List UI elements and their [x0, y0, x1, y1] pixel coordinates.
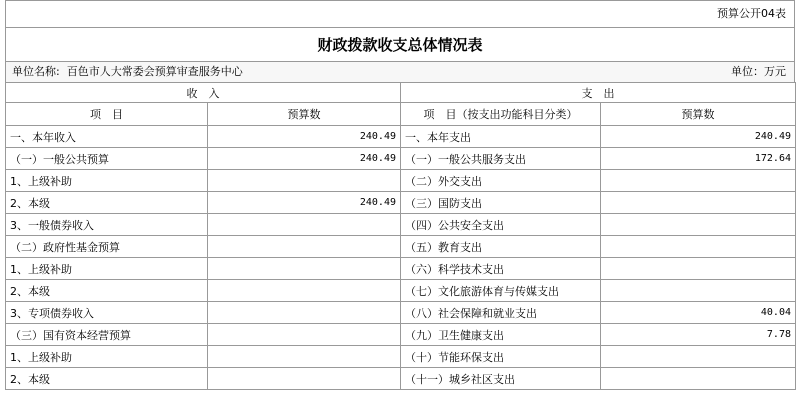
income-item-cell: 3、专项债券收入 — [6, 302, 208, 324]
income-item-cell: （三）国有资本经营预算 — [6, 324, 208, 346]
income-item-cell: 1、上级补助 — [6, 346, 208, 368]
table-row — [6, 368, 796, 390]
unit-label: 单位名称: — [12, 65, 60, 78]
form-code: 预算公开04表 — [5, 0, 795, 27]
table-row — [6, 170, 796, 192]
expense-value-cell — [601, 280, 796, 302]
income-item-cell: 1、上级补助 — [6, 258, 208, 280]
expense-item-cell: （三）国防支出 — [401, 192, 601, 214]
expense-item-cell: 一、本年支出 — [401, 126, 601, 148]
income-item-cell: 2、本级 — [6, 192, 208, 214]
expense-value-cell — [601, 258, 796, 280]
expense-value-cell: 172.64 — [601, 148, 796, 170]
table-row — [6, 280, 796, 302]
income-value-cell — [208, 280, 401, 302]
expense-value-cell — [601, 346, 796, 368]
income-item-cell: （二）政府性基金预算 — [6, 236, 208, 258]
table-row — [6, 346, 796, 368]
expense-value-cell — [601, 192, 796, 214]
income-item-cell: （一）一般公共预算 — [6, 148, 208, 170]
income-value-cell: 240.49 — [208, 192, 401, 214]
expense-item-cell: （二）外交支出 — [401, 170, 601, 192]
income-item-cell: 2、本级 — [6, 368, 208, 390]
expense-item-cell: （十一）城乡社区支出 — [401, 368, 601, 390]
income-value-cell — [208, 368, 401, 390]
table-row — [6, 214, 796, 236]
expense-value-cell: 7.78 — [601, 324, 796, 346]
expense-value-cell — [601, 214, 796, 236]
page-title: 财政拨款收支总体情况表 — [5, 27, 795, 61]
column-header-row — [6, 103, 796, 126]
income-value-cell: 240.49 — [208, 126, 401, 148]
table-row — [6, 258, 796, 280]
income-item-cell: 1、上级补助 — [6, 170, 208, 192]
expense-budget-header: 预算数 — [601, 103, 796, 126]
income-value-cell — [208, 258, 401, 280]
income-value-cell — [208, 170, 401, 192]
table-row — [6, 236, 796, 258]
expense-value-cell — [601, 368, 796, 390]
expense-item-cell: （八）社会保障和就业支出 — [401, 302, 601, 324]
expense-item-header: 项 目（按支出功能科目分类） — [401, 103, 601, 126]
budget-table — [5, 82, 796, 390]
expense-value-cell: 40.04 — [601, 302, 796, 324]
expense-value-cell — [601, 236, 796, 258]
income-budget-header: 预算数 — [208, 103, 401, 126]
income-value-cell — [208, 214, 401, 236]
income-item-cell: 一、本年收入 — [6, 126, 208, 148]
expense-header: 支 出 — [401, 83, 796, 103]
unit-name-line — [12, 62, 243, 82]
expense-item-cell: （一）一般公共服务支出 — [401, 148, 601, 170]
table-row — [6, 126, 796, 148]
expense-item-cell: （七）文化旅游体育与传媒支出 — [401, 280, 601, 302]
table-row — [6, 302, 796, 324]
income-value-cell: 240.49 — [208, 148, 401, 170]
income-value-cell — [208, 302, 401, 324]
expense-item-cell: （六）科学技术支出 — [401, 258, 601, 280]
expense-value-cell: 240.49 — [601, 126, 796, 148]
table-row — [6, 192, 796, 214]
expense-item-cell: （五）教育支出 — [401, 236, 601, 258]
unit-name: 百色市人大常委会预算审查服务中心 — [66, 65, 243, 78]
income-value-cell — [208, 346, 401, 368]
income-item-cell: 2、本级 — [6, 280, 208, 302]
expense-item-cell: （九）卫生健康支出 — [401, 324, 601, 346]
section-header-row — [6, 83, 796, 103]
expense-value-cell — [601, 170, 796, 192]
table-row — [6, 324, 796, 346]
income-value-cell — [208, 236, 401, 258]
table-row — [6, 148, 796, 170]
income-value-cell — [208, 324, 401, 346]
income-item-header: 项 目 — [6, 103, 208, 126]
expense-item-cell: （四）公共安全支出 — [401, 214, 601, 236]
currency-unit: 单位：万元 — [731, 65, 786, 78]
income-item-cell: 3、一般债券收入 — [6, 214, 208, 236]
income-header: 收 入 — [6, 83, 401, 103]
unit-info-row — [5, 61, 795, 82]
expense-item-cell: （十）节能环保支出 — [401, 346, 601, 368]
